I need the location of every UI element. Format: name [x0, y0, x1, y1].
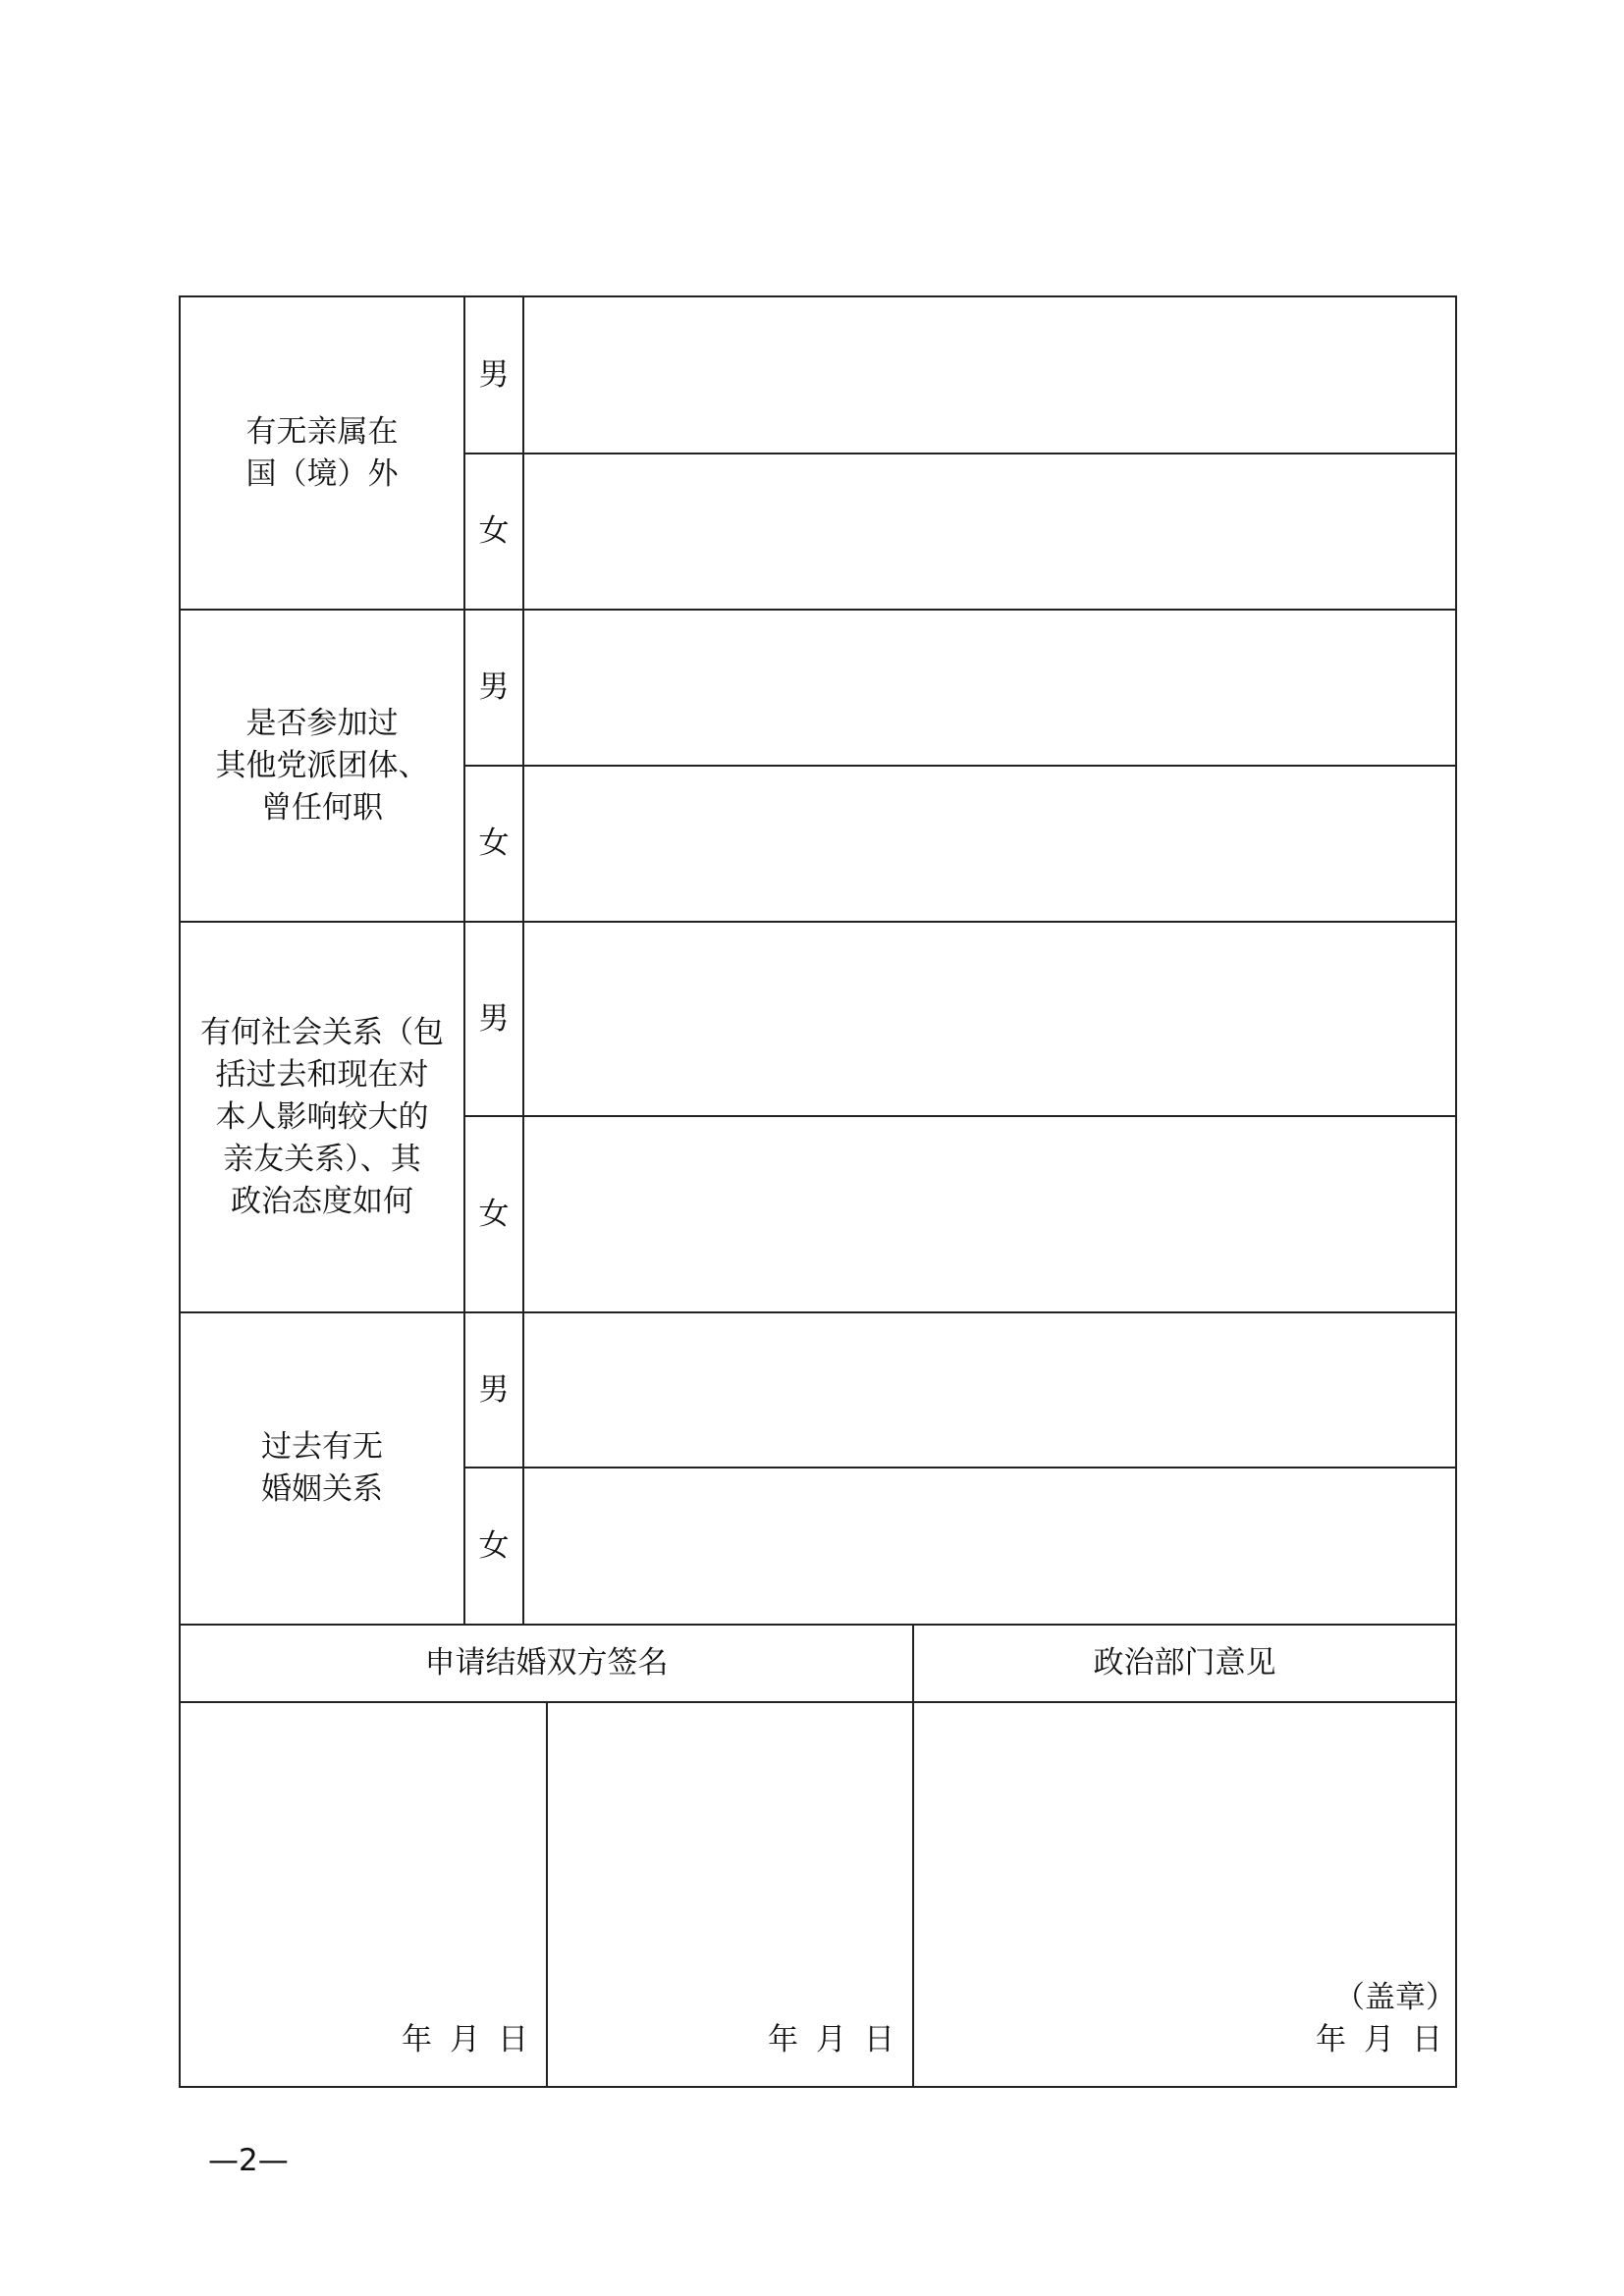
- female-label: [465, 767, 522, 921]
- date-month: 月: [1364, 2022, 1394, 2057]
- section-label-marriage-history: [181, 1313, 463, 1624]
- male-answer-field[interactable]: [524, 1313, 1455, 1467]
- male-label: [465, 923, 522, 1115]
- male-label-text: 男: [478, 1000, 510, 1037]
- date-year: 年: [768, 2022, 798, 2057]
- female-label-text: 女: [478, 1527, 510, 1564]
- female-label: [465, 1468, 522, 1624]
- date-day: 日: [864, 2022, 894, 2057]
- section-label-social-relations: [181, 923, 463, 1311]
- male-label: [465, 297, 522, 453]
- female-label-text: 女: [478, 513, 510, 549]
- date-month: 月: [816, 2022, 846, 2057]
- date-day: 日: [498, 2022, 528, 2057]
- section-label-relatives-abroad: [181, 297, 463, 609]
- female-answer-field[interactable]: [524, 1117, 1455, 1311]
- signature-header-applicants-text: 申请结婚双方签名: [424, 1645, 669, 1681]
- section-label-text: 是否参加过 其他党派团体、 曾任何职: [215, 705, 429, 826]
- page-number-text: —2—: [208, 2143, 289, 2178]
- seal-label: [1334, 1972, 1456, 2016]
- signature-header-political-dept-text: 政治部门意见: [1093, 1645, 1276, 1681]
- section-label-text: 有何社会关系（包 括过去和现在对 本人影响较大的 亲友关系）、其 政治态度如何: [200, 1014, 444, 1219]
- section-label-party-membership: [181, 611, 463, 921]
- male-answer-field[interactable]: [524, 923, 1455, 1115]
- applicant-1-date: [402, 2014, 528, 2058]
- female-answer-field[interactable]: [524, 1468, 1455, 1624]
- male-label-text: 男: [478, 1371, 510, 1408]
- signature-header-applicants: [181, 1626, 912, 1701]
- female-answer-field[interactable]: [524, 767, 1455, 921]
- date-month: 月: [450, 2022, 480, 2057]
- male-label: [465, 611, 522, 765]
- male-label-text: 男: [478, 356, 510, 393]
- seal-label-text: （盖章）: [1334, 1980, 1456, 2015]
- male-answer-field[interactable]: [524, 297, 1455, 453]
- female-answer-field[interactable]: [524, 454, 1455, 609]
- female-label: [465, 1117, 522, 1311]
- male-label: [465, 1313, 522, 1467]
- political-dept-date: [1316, 2014, 1442, 2058]
- female-label: [465, 454, 522, 609]
- section-label-text: 有无亲属在 国（境）外: [245, 413, 399, 492]
- date-day: 日: [1412, 2022, 1442, 2057]
- female-label-text: 女: [478, 826, 510, 861]
- male-label-text: 男: [478, 669, 510, 705]
- signature-header-political-dept: [914, 1626, 1455, 1701]
- female-label-text: 女: [478, 1196, 510, 1232]
- page-number: [208, 2143, 289, 2178]
- date-year: 年: [402, 2022, 432, 2057]
- marriage-application-table: [179, 295, 1457, 2088]
- section-label-text: 过去有无 婚姻关系: [261, 1429, 383, 1507]
- male-answer-field[interactable]: [524, 611, 1455, 765]
- applicant-2-date: [768, 2014, 894, 2058]
- date-year: 年: [1316, 2022, 1346, 2057]
